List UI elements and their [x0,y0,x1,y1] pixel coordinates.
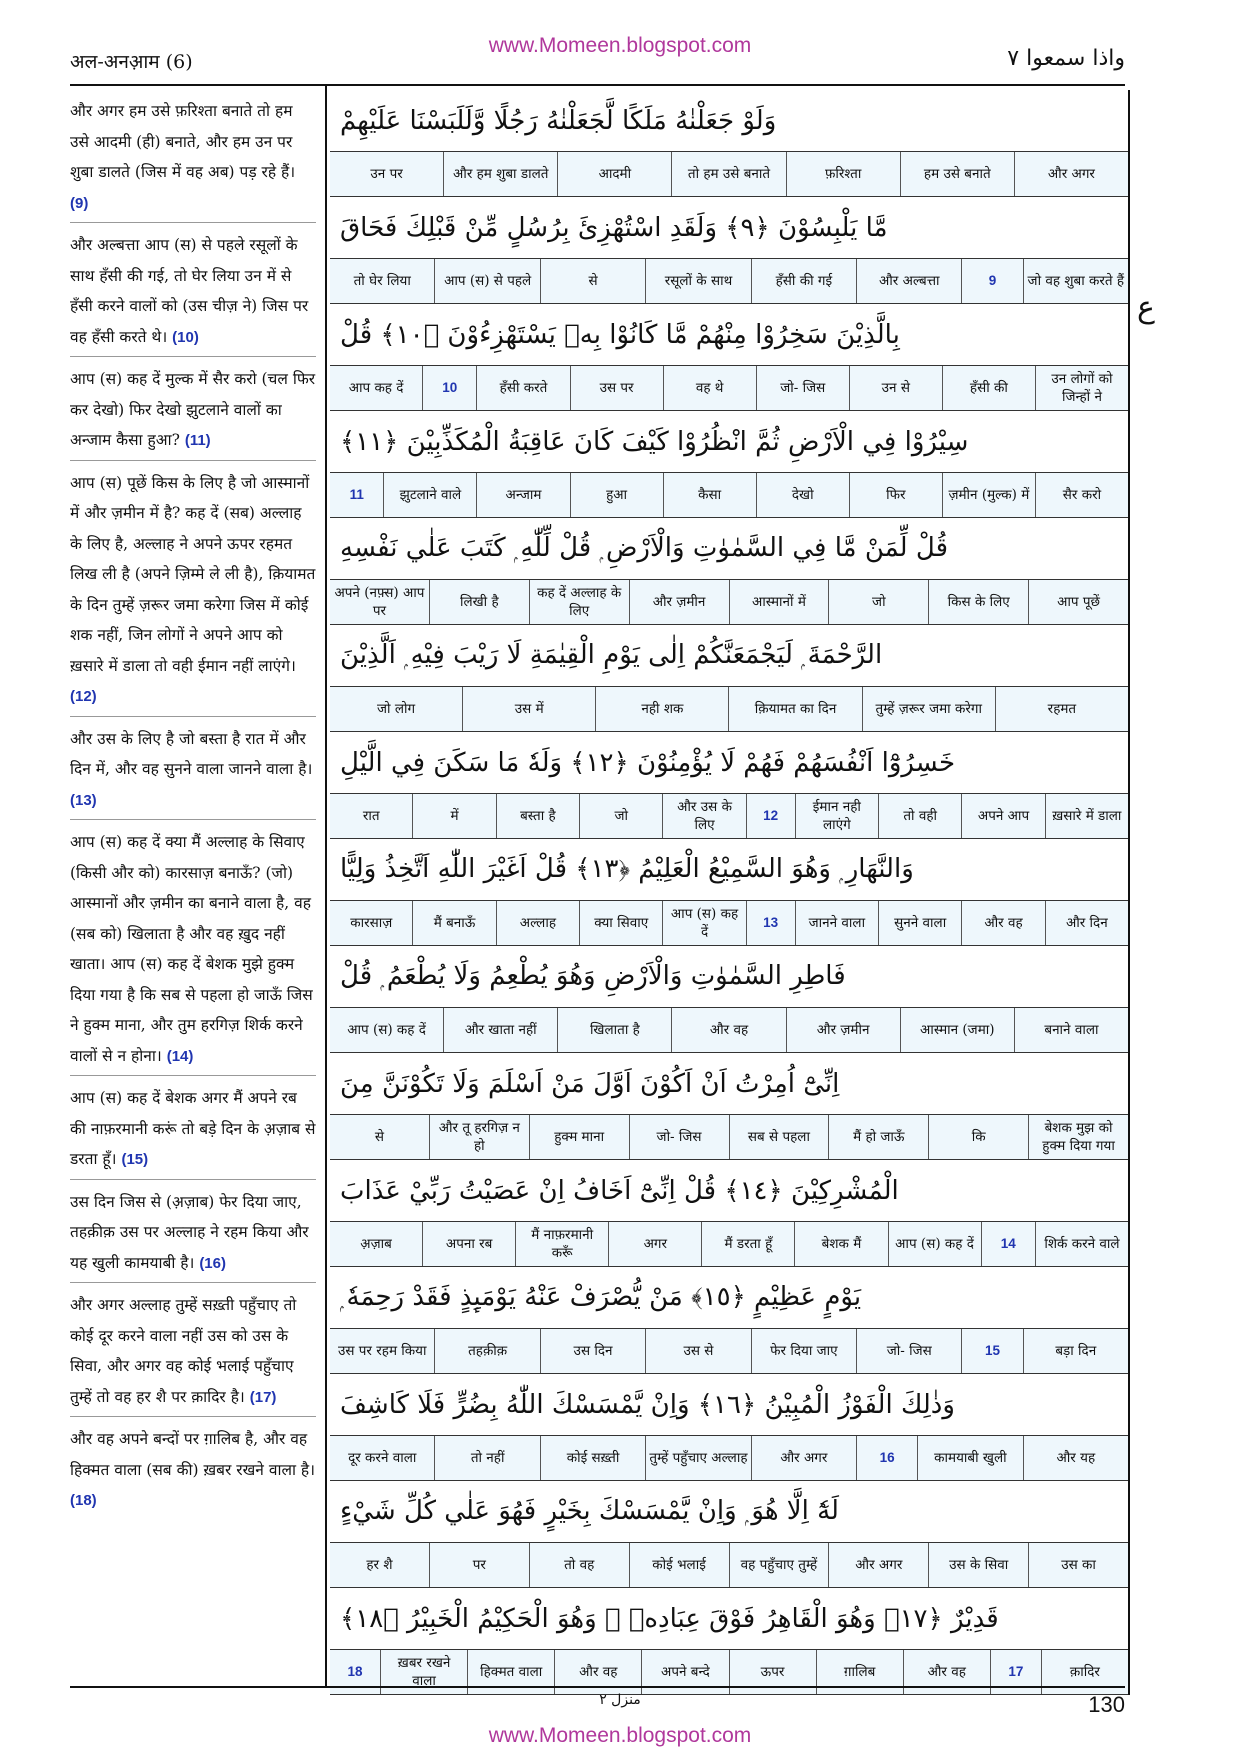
word-meaning-row [330,1221,1128,1267]
translation-text: आप (स) कह दें मुल्क में सैर करो (चल फिर कर देखो) फिर देखो झुटलाने वालों का अन्जाम कैसा हुआ? [70,370,316,449]
word-meaning-cell: उस पर रहम किया [337,1343,427,1359]
word-meaning-cell: कामयाबी खुली [917,1436,1022,1480]
word-meaning-cell: उस दिन [540,1329,645,1373]
word-meaning-cell: कोई सख़्ती [540,1436,645,1480]
word-meaning-cell: आप (स) कह दें [662,901,745,945]
word-meaning-cell: लिखी है [429,580,529,624]
word-meaning-cell: से [374,1129,384,1145]
translation-text: और वह अपने बन्दों पर ग़ालिब है, और वह हिक्मत वाला (सब की) ख़बर रखने वाला है। [70,1430,316,1479]
word-meaning-cell: सैर करो [1035,473,1128,517]
ayah-number-cell: 11 [349,487,364,502]
verse-divider [70,222,316,223]
word-meaning-cell: तुम्हें पहुँचाए अल्लाह [645,1436,750,1480]
surah-title-hindi: अल-अनआ़म (6) [70,51,193,73]
word-meaning-cell: आदमी [557,152,671,196]
word-meaning-cell: मैं हो जाऊँ [828,1115,928,1159]
word-meaning-cell: हिक्मत वाला [467,1650,554,1694]
ruku-mark: ع [1137,290,1155,325]
word-meaning-cell: और दिन [1045,901,1128,945]
word-meaning-row [330,793,1128,839]
manzil-label: منزل ٢ [599,1692,641,1708]
word-meaning-cell: और वह [903,1650,990,1694]
word-meaning-cell: और वह [554,1650,641,1694]
translation-text: आप (स) कह दें क्या मैं अल्लाह के सिवाए (किसी और को) कारसाज़ बनाऊँ? (जो) आस्मानों और ज़मीन का बनाने वाला है, वह (सब को) खिलाता है और वह ख़ुद नहीं खाता। आप (स) कह दें बेशक मुझे हुक्म दिया गया है कि सब से पहला हो जाऊँ जिस ने हुक्म माना, और तुम हरगिज़ शिर्क करने वालों से न होना। [70,833,313,1065]
verse-number: (16) [199,1254,226,1272]
arabic-line: بِالَّذِيْنَ سَخِرُوْا مِنْهُمْ مَّا كَانُوْا بِهٖ يَسْتَهْزِءُوْنَ ﴿١٠﴾ قُلْ [340,319,900,350]
word-meaning-cell: तो नहीं [434,1436,539,1480]
word-meaning-cell: आप (स) कह दें [347,1022,426,1038]
ayah-number-cell: 18 [347,1664,363,1679]
word-meaning-cell: जानने वाला [795,901,878,945]
word-meaning-cell: अगर [608,1222,701,1266]
word-meaning-cell: अपने (नफ़्स) आप पर [334,585,425,619]
word-meaning-cell: तो घेर लिया [353,273,411,289]
footer-divider [70,1686,1125,1688]
word-meaning-cell: से [540,259,645,303]
arabic-line: مَّا يَلْبِسُوْنَ ﴿٩﴾ وَلَقَدِ اسْتُهْزِئَ بِرُسُلٍ مِّنْ قَبْلِكَ فَحَاقَ [340,212,888,243]
ayah-number-cell: 14 [981,1222,1035,1266]
word-meaning-cell: हुक्म माना [529,1115,629,1159]
verse-divider [70,1416,316,1417]
translation-verse [70,827,316,1072]
word-meaning-row [330,151,1128,197]
translation-verse [70,364,316,457]
word-meaning-cell: पर [429,1543,529,1587]
word-meaning-cell: वह पहुँचाए तुम्हें [729,1543,829,1587]
word-meaning-cell: और यह [1023,1436,1128,1480]
word-meaning-cell: और वह [961,901,1044,945]
ayah-number-cell: 13 [746,901,795,945]
word-meaning-row [330,1007,1128,1053]
word-meaning-cell: तुम्हें ज़रूर जमा करेगा [862,687,995,731]
verse-divider [70,1179,316,1180]
verse-number: (11) [184,432,211,449]
ayah-number-cell: 9 [961,259,1022,303]
word-meaning-cell: हँसी करते [476,366,569,410]
word-meaning-cell: जो- जिस [629,1115,729,1159]
word-meaning-cell: जो- जिस [856,1329,961,1373]
ayah-number-cell: 12 [746,794,795,838]
word-meaning-cell: और अगर [1014,152,1128,196]
word-meaning-cell: तो हम उसे बनाते [671,152,785,196]
arabic-line: يَوْمٍ عَظِيْمٍ ﴿١٥﴾ مَنْ يُّصْرَفْ عَنْهُ يَوْمَىِٕذٍ فَقَدْ رَحِمَهٗ ۭ [340,1282,862,1312]
arabic-line: خَسِرُوْٓا اَنْفُسَهُمْ فَهُمْ لَا يُؤْمِنُوْنَ ﴿١٢﴾ وَلَهٗ مَا سَكَنَ فِي الَّيْلِ [340,747,956,778]
word-meaning-cell: अन्जाम [476,473,569,517]
word-meaning-cell: ख़सारे में डाला [1045,794,1128,838]
word-meaning-cell: फिर [849,473,942,517]
site-url-bottom: www.Momeen.blogspot.com [488,1724,752,1747]
verse-divider [70,716,316,717]
word-meaning-cell: उस में [462,687,595,731]
verse-number: (13) [70,791,97,809]
column-divider [325,86,327,1686]
verse-number: (14) [166,1047,194,1065]
translation-verse [70,468,316,713]
word-meaning-cell: उस का [1028,1543,1128,1587]
translation-verse [70,1083,316,1176]
word-meaning-cell: कि [928,1115,1028,1159]
translation-verse [70,1290,316,1413]
word-meaning-cell: उन पर [370,166,403,182]
word-meaning-cell: हर शै [366,1557,393,1573]
word-meaning-cell: आप (स) से पहले [434,259,539,303]
word-meaning-cell: बस्ता है [496,794,579,838]
verse-divider [70,1282,316,1283]
word-meaning-row [330,1435,1128,1481]
word-meaning-row [330,365,1128,411]
word-meaning-cell: क्या सिवाए [579,901,662,945]
word-meaning-cell: कारसाज़ [350,915,393,931]
word-meaning-cell: कह दें अल्लाह के लिए [529,580,629,624]
word-meaning-cell: बेशक मुझ को हुक्म दिया गया [1028,1115,1128,1159]
word-meaning-cell: जो [579,794,662,838]
verse-number: (9) [70,194,89,212]
translation-text: और अगर अल्लाह तुम्हें सख़्ती पहुँचाए तो कोई दूर करने वाला नहीं उस को उस के सिवा, और अगर वह कोई भलाई पहुँचाए तुम्हें तो वह हर शै पर क़ादिर है। [70,1296,297,1406]
word-meaning-cell: हँसी की [942,366,1035,410]
verse-number: (18) [70,1492,97,1509]
word-meaning-cell: अपना रब [422,1222,515,1266]
word-meaning-row [330,1114,1128,1160]
word-meaning-cell: उन लोगों को जिन्हों ने [1035,366,1128,410]
word-meaning-cell: बनाने वाला [1014,1008,1128,1052]
translation-text: और उस के लिए है जो बस्ता है रात में और दिन में, और वह सुनने वाला जानने वाला है। [70,729,313,778]
verse-number: (10) [172,328,199,346]
word-meaning-cell: फेर दिया जाए [751,1329,856,1373]
verse-number: (12) [70,688,97,705]
word-meaning-cell: मैं बनाऊँ [412,901,495,945]
word-meaning-cell: जो- जिस [756,366,849,410]
word-meaning-cell: तहक़ीक़ [434,1329,539,1373]
word-meaning-cell: ग़ालिब [816,1650,903,1694]
word-meaning-cell: क़ादिर [1041,1650,1128,1694]
word-meaning-cell: वह थे [663,366,756,410]
word-meaning-cell: जो [828,580,928,624]
ayah-number-cell: 15 [961,1329,1022,1373]
word-meaning-cell: सब से पहला [729,1115,829,1159]
word-meaning-row [330,579,1128,625]
word-meaning-cell: और उस के लिए [662,794,745,838]
arabic-line: اِنِّىْٓ اُمِرْتُ اَنْ اَكُوْنَ اَوَّلَ مَنْ اَسْلَمَ وَلَا تَكُوْنَنَّ مِنَ [340,1068,840,1099]
word-meaning-row [330,900,1128,946]
word-meaning-row [330,1649,1128,1695]
word-meaning-cell: झुटलाने वाले [383,473,476,517]
word-meaning-cell: और हम शुबा डालते [443,152,557,196]
translation-verse [70,1424,316,1517]
word-meaning-cell: दूर करने वाला [348,1450,417,1466]
word-meaning-cell: उस से [645,1329,750,1373]
ayah-number-cell: 17 [990,1650,1041,1694]
word-meaning-cell: रहमत [995,687,1128,731]
arabic-line: فَاطِرِ السَّمٰوٰتِ وَالْاَرْضِ وَهُوَ يُطْعِمُ وَلَا يُطْعَمُ ۭ قُلْ [340,961,846,991]
word-meaning-cell: और तू हरगिज़ न हो [429,1115,529,1159]
arabic-line: قُلْ لِّمَنْ مَّا فِي السَّمٰوٰتِ وَالْاَرْضِ ۭ قُلْ لِّلّٰهِ ۭ كَتَبَ عَلٰي نَفْسِهِ [340,533,948,563]
word-meaning-cell: हम उसे बनाते [900,152,1014,196]
word-meaning-cell: कोई भलाई [629,1543,729,1587]
word-meaning-row [330,1542,1128,1588]
word-meaning-cell: तो वही [878,794,961,838]
word-meaning-cell: नही शक [595,687,728,731]
word-meaning-cell: ज़मीन (मुल्क) में [942,473,1035,517]
word-meaning-cell: अपने आप [961,794,1044,838]
ayah-number-cell: 10 [422,366,476,410]
word-meaning-cell: और अल्बत्ता [856,259,961,303]
word-by-word-grid [330,90,1130,1695]
ayah-number-cell: 16 [856,1436,917,1480]
verse-number: (15) [121,1151,149,1168]
word-meaning-cell: और ज़मीन [629,580,729,624]
word-meaning-cell: उस पर [570,366,663,410]
word-meaning-cell: बड़ा दिन [1023,1329,1128,1373]
site-url-top: www.Momeen.blogspot.com [488,34,752,57]
translation-column [70,96,316,1517]
word-meaning-cell: किस के लिए [928,580,1028,624]
word-meaning-cell: फ़रिश्ता [786,152,900,196]
page-number: 130 [1088,1692,1125,1717]
word-meaning-cell: और ज़मीन [786,1008,900,1052]
word-meaning-row [330,686,1128,732]
arabic-line: الرَّحْمَةَ ۭ لَيَجْمَعَنَّكُمْ اِلٰى يَوْمِ الْقِيٰمَةِ لَا رَيْبَ فِيْهِ ۭ اَلَّذِيْنَ [340,640,883,670]
verse-divider [70,819,316,820]
word-meaning-cell: सुनने वाला [878,901,961,945]
word-meaning-cell: हँसी की गई [751,259,856,303]
verse-divider [70,460,316,461]
word-meaning-cell: आस्मान (जमा) [900,1008,1014,1052]
word-meaning-row [330,258,1128,304]
word-meaning-cell: आप (स) कह दें [888,1222,981,1266]
word-meaning-cell: में [412,794,495,838]
arabic-line: الْمُشْرِكِيْنَ ﴿١٤﴾ قُلْ اِنِّىْٓ اَخَافُ اِنْ عَصَيْتُ رَبِّيْ عَذَابَ [340,1175,899,1206]
arabic-line: سِيْرُوْا فِي الْاَرْضِ ثُمَّ انْظُرُوْا كَيْفَ كَانَ عَاقِبَةُ الْمُكَذِّبِيْنَ ﴿١١﴾ [340,426,969,457]
word-meaning-cell: रसूलों के साथ [645,259,750,303]
word-meaning-cell: और खाता नहीं [443,1008,557,1052]
word-meaning-cell: जो वह शुबा करते हैं [1023,259,1128,303]
word-meaning-cell: तो वह [529,1543,629,1587]
word-meaning-cell: ख़बर रखने वाला [380,1650,467,1694]
translation-text: आप (स) कह दें बेशक अगर मैं अपने रब की नाफ़रमानी करूं तो बड़े दिन के अ़ज़ाब से डरता हूँ। [70,1089,316,1168]
word-meaning-row [330,1328,1128,1374]
word-meaning-cell: अल्लाह [496,901,579,945]
arabic-line: قَدِيْرٌ ﴿١٧﴾ وَهُوَ الْقَاهِرُ فَوْقَ عِبَادِهٖ ۭ وَهُوَ الْحَكِيْمُ الْخَبِيْرُ ﴿١٨﴾ [340,1603,999,1634]
translation-verse [70,724,316,817]
word-meaning-cell: कैसा [663,473,756,517]
word-meaning-cell: मैं नाफ़रमानी करूँ [515,1222,608,1266]
arabic-line: لَهٗٓ اِلَّا هُوَ ۭ وَاِنْ يَّمْسَسْكَ بِخَيْرٍ فَهُوَ عَلٰي كُلِّ شَيْءٍ [340,1496,839,1526]
word-meaning-cell: देखो [756,473,849,517]
word-meaning-cell: ऊपर [729,1650,816,1694]
word-meaning-cell: क़ियामत का दिन [728,687,861,731]
word-meaning-cell: हुआ [570,473,663,517]
word-meaning-cell: रात [362,808,380,824]
word-meaning-cell: मैं डरता हूँ [701,1222,794,1266]
word-meaning-cell: अपने बन्दे [641,1650,728,1694]
word-meaning-cell: अ़ज़ाब [360,1236,392,1252]
word-meaning-cell: आप पूछें [1028,580,1128,624]
word-meaning-cell: आप कह दें [348,380,404,396]
word-meaning-cell: आस्मानों में [729,580,829,624]
word-meaning-cell: उस के सिवा [928,1543,1028,1587]
word-meaning-cell: शिर्क करने वाले [1035,1222,1128,1266]
verse-number: (17) [249,1388,277,1406]
translation-text: आप (स) पूछें किस के लिए है जो आस्मानों में और ज़मीन में है? कह दें (सब) अल्लाह के लिए है, अल्लाह ने अपने ऊपर रहमत लिख ली है (अपने ज़िम्मे ले ली है), क़ियामत के दिन तुम्हें ज़रूर जमा करेगा जिस में कोई शक नहीं, जिन लोगों ने अपने आप को ख़सारे में डाला तो वही ईमान नहीं लाएंगे। [70,473,316,675]
word-meaning-row [330,472,1128,518]
arabic-line: وَذٰلِكَ الْفَوْزُ الْمُبِيْنُ ﴿١٦﴾ وَاِنْ يَّمْسَسْكَ اللّٰهُ بِضُرٍّ فَلَا كَاشِفَ [340,1389,955,1420]
arabic-line: وَالنَّهَارِ ۭ وَهُوَ السَّمِيْعُ الْعَلِيْمُ ﴿١٣﴾ قُلْ اَغَيْرَ اللّٰهِ اَتَّخِذُ وَلِيًّا [340,854,914,884]
translation-text: और अगर हम उसे फ़रिश्ता बनाते तो हम उसे आदमी (ही) बनाते, और हम उन पर शुबा डालते (जिस में वह अब) पड़ रहे हैं। [70,102,296,181]
translation-text: उस दिन जिस से (अ़ज़ाब) फेर दिया जाए, तहक़ीक़ उस पर अल्लाह ने रहम किया और यह खुली कामयाबी है। [70,1192,309,1272]
word-meaning-cell: जो लोग [377,701,416,717]
word-meaning-cell: और अगर [751,1436,856,1480]
verse-divider [70,1075,316,1076]
word-meaning-cell: उन से [849,366,942,410]
word-meaning-cell: ईमान नही लाएंगे [795,794,878,838]
translation-verse [70,96,316,219]
word-meaning-cell: खिलाता है [557,1008,671,1052]
translation-text: और अल्बत्ता आप (स) से पहले रसूलों के साथ हँसी की गई, तो घेर लिया उन में से हँसी करने वालों को (उस चीज़ ने) जिस पर वह हँसी करते थे। [70,236,309,346]
word-meaning-cell: और अगर [828,1543,928,1587]
translation-verse [70,230,316,353]
verse-divider [70,356,316,357]
header-divider [70,84,1125,86]
translation-verse [70,1187,316,1280]
arabic-line: وَلَوْ جَعَلْنٰهُ مَلَكًا لَّجَعَلْنٰهُ رَجُلًا وَّلَلَبَسْنَا عَلَيْهِمْ [340,105,777,136]
para-title-arabic: واذا سمعوا ٧ [1007,46,1125,71]
word-meaning-cell: बेशक मैं [794,1222,887,1266]
word-meaning-cell: और वह [671,1008,785,1052]
